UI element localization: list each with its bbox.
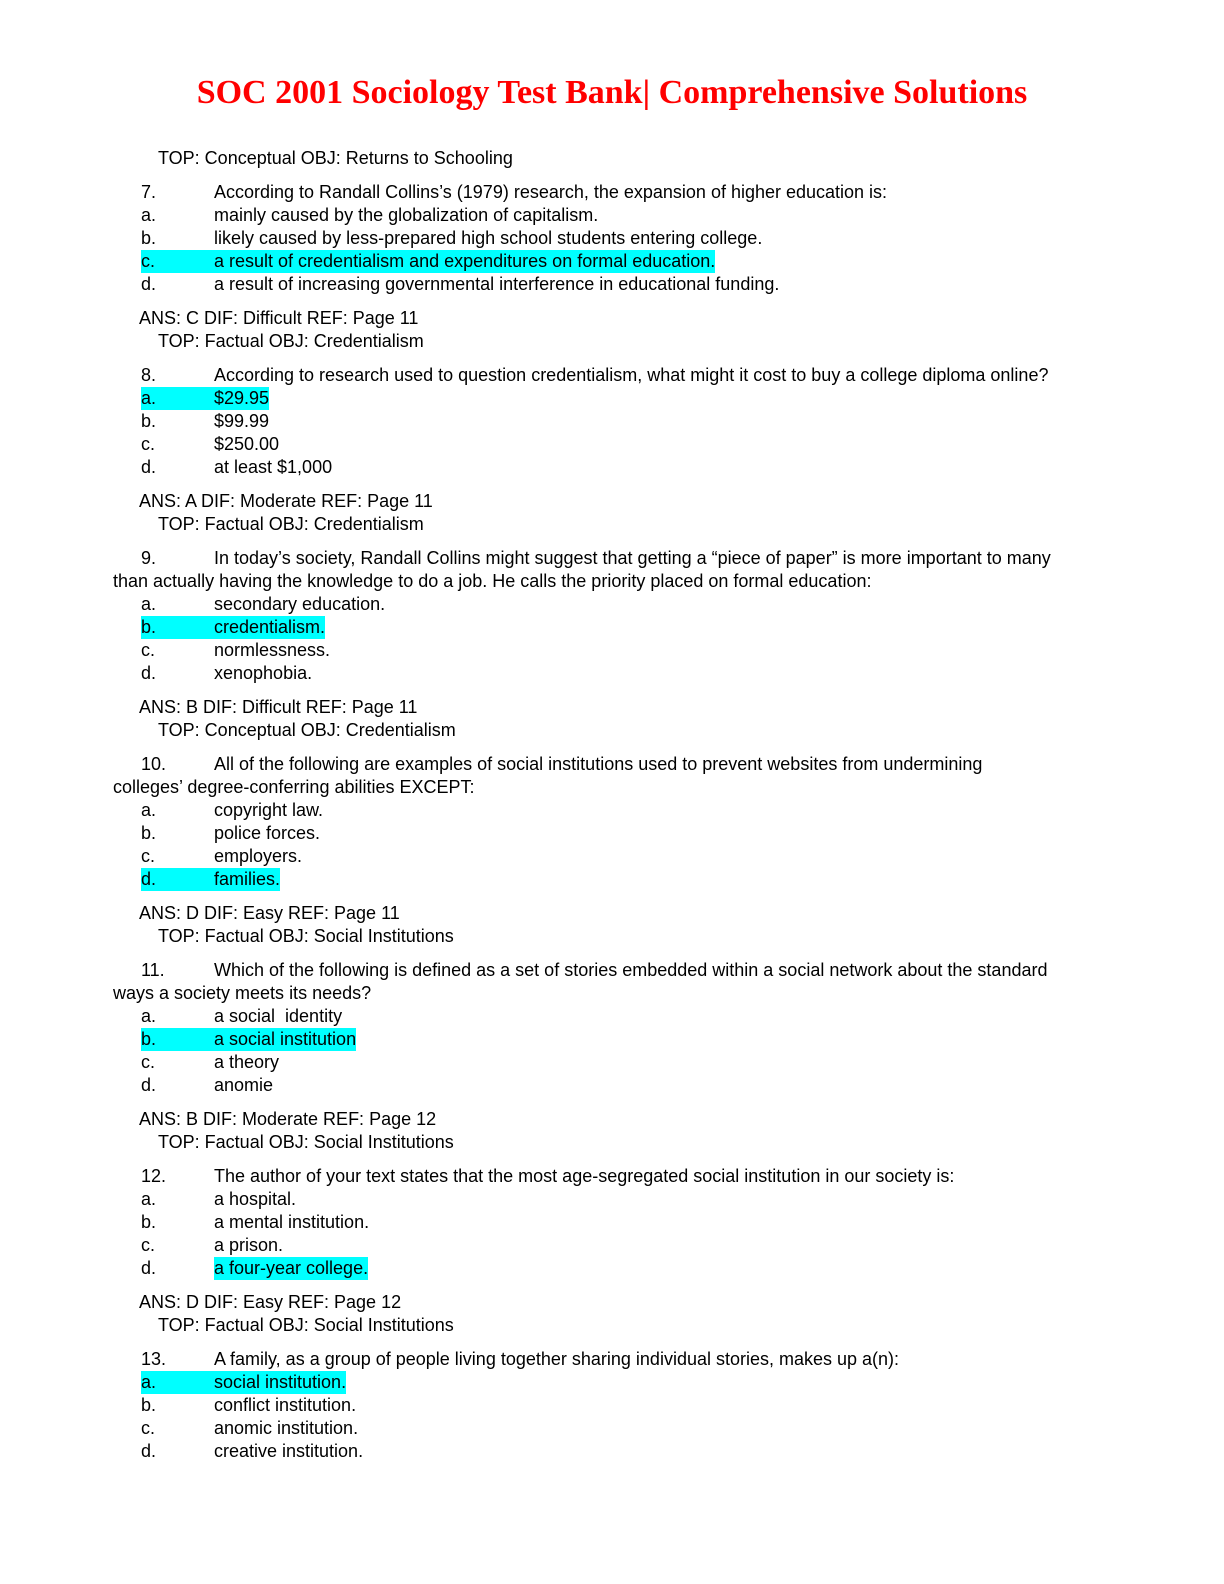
option-a: a. secondary education. <box>141 594 386 614</box>
answer-line: ANS: D DIF: Easy REF: Page 12 <box>139 1292 402 1312</box>
question-number: 13. <box>141 1349 167 1369</box>
option-a: a. mainly caused by the globalization of capitalism. <box>141 205 599 225</box>
answer-line: ANS: A DIF: Moderate REF: Page 11 <box>139 491 433 511</box>
option-b: b. police forces. <box>141 823 321 843</box>
question-text-line-2: colleges’ degree-conferring abilities EXCEPT: <box>113 777 475 797</box>
option-c: c. employers. <box>141 846 303 866</box>
question-text: A family, as a group of people living together sharing individual stories, makes up a(n): <box>214 1349 900 1369</box>
answer-highlight: a. $29.95 <box>141 388 270 408</box>
question-13 <box>113 1348 1143 1371</box>
option-b: b. a mental institution. <box>141 1212 370 1232</box>
answer-highlight: b. a social institution <box>141 1029 357 1049</box>
question-10 <box>113 753 1143 776</box>
answer-line: ANS: C DIF: Difficult REF: Page 11 <box>139 308 419 328</box>
question-text-line-1: All of the following are examples of social institutions used to prevent websites from undermining <box>214 754 983 774</box>
topic-line: TOP: Factual OBJ: Social Institutions <box>158 1132 454 1152</box>
topic-line: TOP: Conceptual OBJ: Credentialism <box>158 720 456 740</box>
intro-topic-line: TOP: Conceptual OBJ: Returns to Schooling <box>158 148 513 168</box>
answer-highlight: a four-year college. <box>214 1258 369 1278</box>
question-text-line-1: Which of the following is defined as a set of stories embedded within a social network about the standard <box>214 960 1048 980</box>
option-b-highlighted <box>113 1028 1143 1051</box>
option-b: b. $99.99 <box>141 411 270 431</box>
option-a: a. copyright law. <box>141 800 324 820</box>
question-list <box>113 147 1143 1463</box>
question-8 <box>113 364 1143 387</box>
option-d: d. creative institution. <box>141 1441 364 1461</box>
option-c: c. anomic institution. <box>141 1418 359 1438</box>
answer-highlight: d. families. <box>141 869 281 889</box>
question-12 <box>113 1165 1143 1188</box>
option-c: c. normlessness. <box>141 640 331 660</box>
question-text-line-2: ways a society meets its needs? <box>113 983 372 1003</box>
option-a: a. a social identity <box>141 1006 343 1026</box>
question-text-line-2: than actually having the knowledge to do a job. He calls the priority placed on formal education: <box>113 571 872 591</box>
option-a-highlighted <box>113 1371 1143 1394</box>
topic-line: TOP: Factual OBJ: Credentialism <box>158 331 424 351</box>
option-c: c. a theory <box>141 1052 280 1072</box>
answer-line: ANS: B DIF: Moderate REF: Page 12 <box>139 1109 437 1129</box>
question-text: According to research used to question credentialism, what might it cost to buy a college diploma online? <box>214 365 1049 385</box>
question-7 <box>113 181 1143 204</box>
option-c: c. $250.00 <box>141 434 280 454</box>
question-number: 11. <box>141 960 165 980</box>
option-c: c. a prison. <box>141 1235 284 1255</box>
question-11 <box>113 959 1143 982</box>
question-number: 8. <box>141 365 157 385</box>
document-title: SOC 2001 Sociology Test Bank| Comprehensive Solutions <box>196 74 1028 111</box>
option-d-highlighted <box>113 868 1143 891</box>
question-9 <box>113 547 1143 570</box>
answer-highlight: a. social institution. <box>141 1372 347 1392</box>
answer-line: ANS: B DIF: Difficult REF: Page 11 <box>139 697 418 717</box>
option-d: d. at least $1,000 <box>141 457 333 477</box>
option-a: a. a hospital. <box>141 1189 297 1209</box>
question-number: 9. <box>141 548 157 568</box>
option-b: b. likely caused by less-prepared high school students entering college. <box>141 228 763 248</box>
option-d-highlighted: d. a four-year college. <box>141 1258 369 1278</box>
option-d: d. a result of increasing governmental interference in educational funding. <box>141 274 780 294</box>
option-a-highlighted <box>113 387 1143 410</box>
question-number: 10. <box>141 754 167 774</box>
option-b: b. conflict institution. <box>141 1395 357 1415</box>
option-b-highlighted <box>113 616 1143 639</box>
option-d: d. anomie <box>141 1075 274 1095</box>
question-text: The author of your text states that the most age-segregated social institution in our society is: <box>214 1166 955 1186</box>
topic-line: TOP: Factual OBJ: Social Institutions <box>158 926 454 946</box>
question-text: According to Randall Collins’s (1979) research, the expansion of higher education is: <box>214 182 888 202</box>
answer-highlight: b. credentialism. <box>141 617 326 637</box>
answer-highlight: c. a result of credentialism and expenditures on formal education. <box>141 251 716 271</box>
topic-line: TOP: Factual OBJ: Social Institutions <box>158 1315 454 1335</box>
option-d: d. xenophobia. <box>141 663 313 683</box>
question-number: 12. <box>141 1166 167 1186</box>
question-text-line-1: In today’s society, Randall Collins might suggest that getting a “piece of paper” is more important to many <box>214 548 1051 568</box>
question-number: 7. <box>141 182 157 202</box>
topic-line: TOP: Factual OBJ: Credentialism <box>158 514 424 534</box>
answer-line: ANS: D DIF: Easy REF: Page 11 <box>139 903 400 923</box>
option-c-highlighted <box>113 250 1143 273</box>
